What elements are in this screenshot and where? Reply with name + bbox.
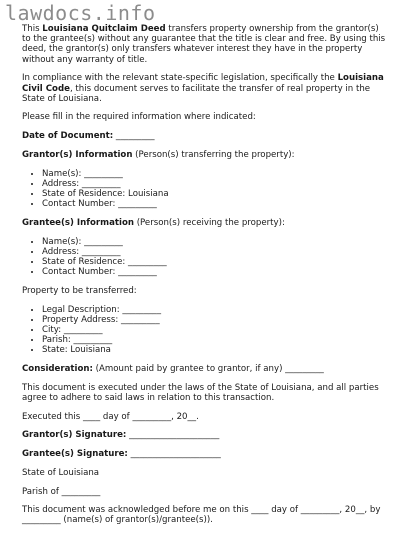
compliance-text-post: , this document serves to facilitate the transfer of real property in the State of Louisiana. [22, 83, 371, 104]
intro-text-post: transfers property ownership from the grantor(s) to the grantee(s) without any guarantee that the title is clear and free. By using this deed, the grantor(s) only transfers whatever interest they have in the property without any warranty of title. [22, 24, 386, 65]
grantee-heading [22, 218, 390, 228]
grantee-signature-label: Grantee(s) Signature: [22, 449, 128, 460]
consideration-label: Consideration: [22, 364, 93, 375]
property-city-item: • City: _________ [42, 325, 390, 335]
grantor-heading [22, 150, 390, 160]
executed-line: Executed this ____ day of _________, 20__. [22, 411, 199, 422]
grantee-name-item: • Name(s): _________ [42, 237, 390, 247]
consideration-line [22, 364, 390, 374]
compliance-paragraph [22, 73, 390, 104]
deed-title-bold: Louisiana Quitclaim Deed [42, 24, 166, 34]
grantee-signature-blank: _____________________ [127, 449, 221, 460]
grantee-state-item: • State of Residence: _________ [42, 257, 390, 267]
intro-text-pre: This [22, 24, 43, 34]
grantor-name-item: • Name(s): _________ [42, 169, 390, 179]
property-state-item: • State: Louisiana [42, 345, 390, 355]
grantee-contact-item: • Contact Number: _________ [42, 267, 390, 277]
grantee-heading-sub: (Person(s) receiving the property): [133, 217, 285, 228]
grantor-signature-blank: _____________________ [126, 430, 220, 441]
date-of-document-label: Date of Document: [22, 131, 114, 142]
grantor-heading-sub: (Person(s) transferring the property): [132, 149, 295, 160]
grantor-state-item: • State of Residence: Louisiana [42, 189, 390, 199]
property-heading: Property to be transferred: [22, 285, 137, 296]
date-of-document-line [22, 131, 390, 141]
civil-code-bold: Louisiana Civil Code [22, 73, 384, 94]
laws-paragraph: This document is executed under the laws of the State of Louisiana, and all parties agree to adhere to said laws in relation to this transaction. [22, 382, 379, 403]
site-watermark: lawdocs.info [5, 1, 156, 25]
fill-in-instruction: Please fill in the required information where indicated: [22, 112, 256, 123]
grantee-address-item: • Address: _________ [42, 247, 390, 257]
grantee-signature-line [22, 449, 390, 459]
intro-paragraph [22, 24, 390, 65]
grantor-signature-line [22, 430, 390, 440]
grantor-address-item: • Address: _________ [42, 179, 390, 189]
grantor-contact-item: • Contact Number: _________ [42, 199, 390, 209]
compliance-text-pre: In compliance with the relevant state-specific legislation, specifically the [22, 73, 338, 84]
property-legal-description-item: • Legal Description: _________ [42, 305, 390, 315]
parish-line: Parish of _________ [22, 486, 101, 497]
grantor-heading-label: Grantor(s) Information [22, 149, 133, 160]
deed-body [22, 24, 390, 534]
grantor-signature-label: Grantor(s) Signature: [22, 430, 127, 441]
date-of-document-blank: _________ [113, 131, 155, 142]
acknowledgment-paragraph: This document was acknowledged before me on this ____ day of _________, 20__, by _________ (name(s) of grantor(s)/grantee(s)). [22, 505, 381, 526]
state-line: State of Louisiana [22, 467, 100, 478]
property-info-list [22, 305, 390, 356]
property-address-item: • Property Address: _________ [42, 315, 390, 325]
property-parish-item: • Parish: _________ [42, 335, 390, 345]
grantee-heading-label: Grantee(s) Information [22, 217, 134, 228]
consideration-text: (Amount paid by grantee to grantor, if any) _________ [92, 364, 324, 375]
grantee-info-list [22, 237, 390, 278]
grantor-info-list [22, 169, 390, 210]
